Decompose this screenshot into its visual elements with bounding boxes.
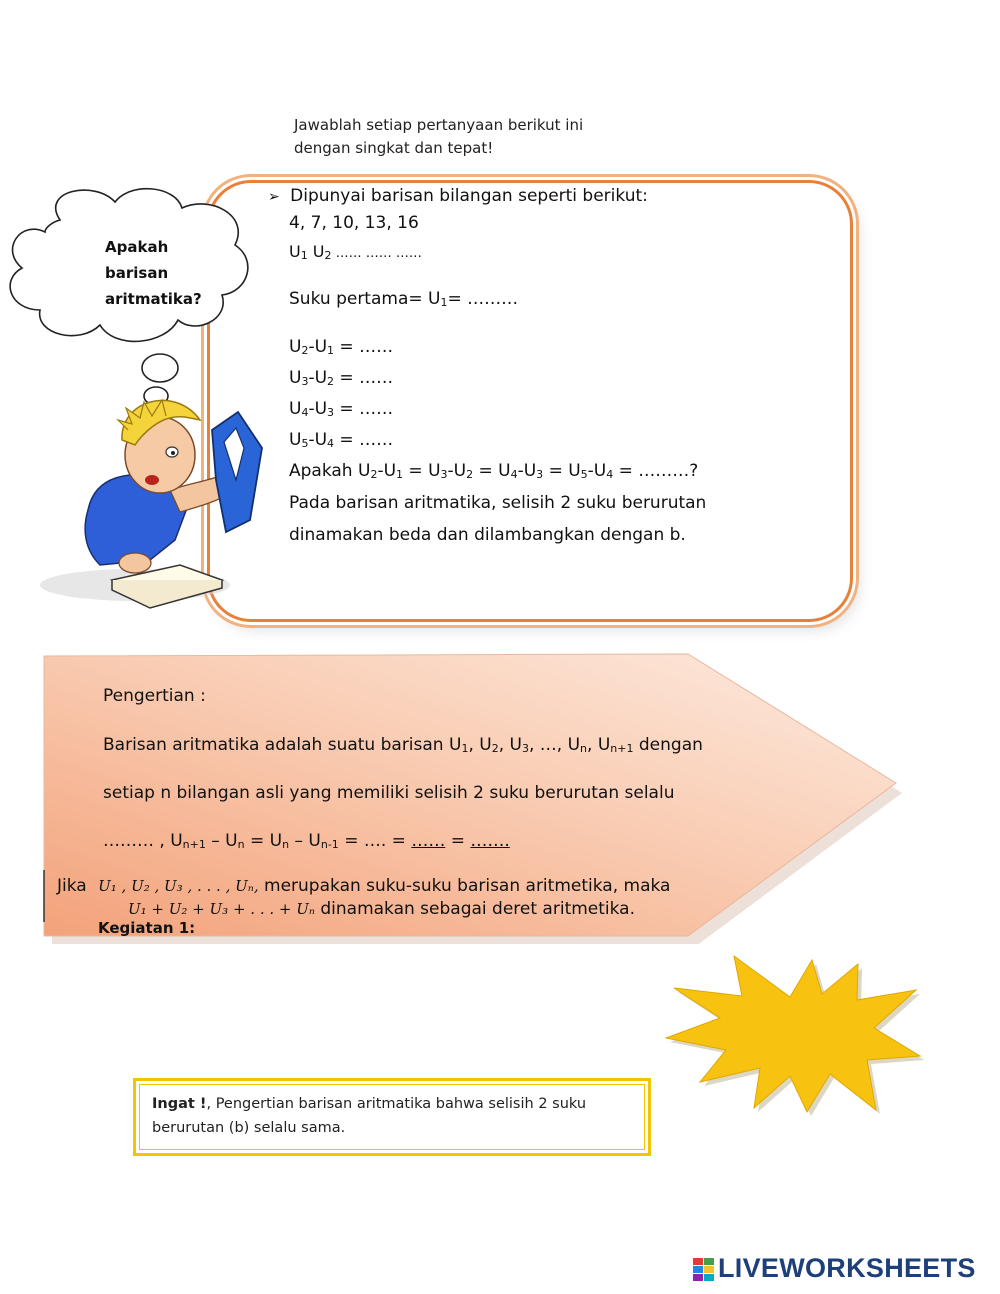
instruction-text	[294, 114, 654, 160]
series-line-2: U₁ + U₂ + U₃ + . . . + Uₙ dinamakan sebagai deret aritmetika.	[128, 899, 636, 919]
explanation-line-2: dinamakan beda dan dilambangkan dengan b.	[289, 525, 686, 545]
first-term-row: Suku pertama= $U_1=$ ………	[289, 289, 519, 309]
question-heading-row	[268, 186, 648, 206]
thought-bubble-text	[105, 234, 215, 312]
activity-label: Kegiatan 1:	[98, 919, 196, 937]
difference-row: $U_4-U_3$ = ……	[289, 399, 394, 419]
definition-line-2: setiap n bilangan asli yang memiliki selisih 2 suku berurutan selalu	[103, 783, 675, 803]
terms-row: $U_1$ $U_2$ …… …… ……	[289, 242, 422, 262]
reminder-bold: Ingat !	[152, 1096, 207, 1112]
difference-row: $U_2-U_1$ = ……	[289, 337, 394, 357]
star-burst-shape	[662, 952, 924, 1118]
equality-question: Apakah $U_2-U_1 = U_3-U_2 = U_4-U_3 = U_5-U_4$ = ………?	[289, 461, 699, 481]
definition-title: Pengertian :	[103, 686, 206, 706]
answer-blank[interactable]: ……	[411, 831, 446, 851]
question-heading: Dipunyai barisan bilangan seperti berikut:	[290, 186, 648, 206]
difference-row: $U_3-U_2$ = ……	[289, 368, 394, 388]
thought-line-3: aritmatika?	[105, 290, 202, 308]
bullet-arrow-icon: ➢	[268, 189, 280, 205]
instruction-line-2: dengan singkat dan tepat!	[294, 139, 494, 157]
brand-name: LIVEWORKSHEETS	[718, 1253, 976, 1283]
sequence-values: 4, 7, 10, 13, 16	[289, 213, 419, 233]
series-line-1: Jika U₁ , U₂ , U₃ , . . . , Uₙ, merupakan suku-suku barisan aritmetika, maka	[57, 876, 671, 896]
definition-line-3: ……… , $U_{n+1} - U_n = U_n - U_{n-1}$ = …. = …… = …….	[103, 831, 510, 851]
definition-line-1: Barisan aritmatika adalah suatu barisan $U_1$, $U_2$, $U_3$, …, $U_n$, $U_{n+1}$ dengan	[103, 735, 703, 755]
difference-row: $U_5-U_4$ = ……	[289, 430, 394, 450]
reminder-text: Ingat !, Pengertian barisan aritmatika bahwa selisih 2 suku berurutan (b) selalu sama.	[152, 1096, 587, 1136]
thought-line-2: barisan	[105, 264, 169, 282]
explanation-line-1: Pada barisan aritmatika, selisih 2 suku berurutan	[289, 493, 707, 513]
student-figure	[40, 400, 262, 608]
liveworksheets-logo-icon	[693, 1258, 715, 1282]
answer-blank[interactable]: …….	[470, 831, 510, 851]
thought-line-1: Apakah	[105, 238, 169, 256]
instruction-line-1: Jawablah setiap pertanyaan berikut ini	[294, 116, 584, 134]
